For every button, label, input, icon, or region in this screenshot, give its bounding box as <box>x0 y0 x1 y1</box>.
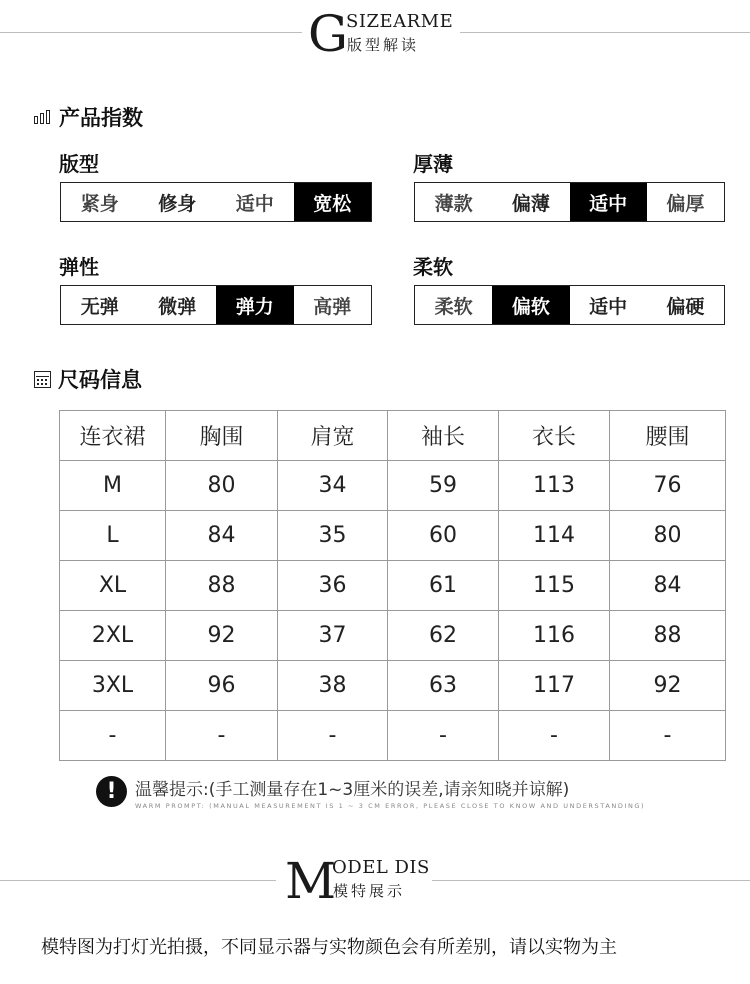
scale-elasticity-option: 微弹 <box>158 295 197 318</box>
table-cell: 38 <box>278 661 388 711</box>
exclamation-icon: ! <box>96 776 127 807</box>
top-banner-letter: G <box>308 5 348 63</box>
table-cell: - <box>166 711 278 761</box>
scale-fit-option-selected: 宽松 <box>294 183 372 221</box>
table-row <box>60 711 726 761</box>
col-header: 肩宽 <box>278 411 388 461</box>
size-info-title: 尺码信息 <box>58 368 142 392</box>
table-cell: 115 <box>499 561 610 611</box>
table-cell: 76 <box>610 461 726 511</box>
attr-label-elasticity: 弹性 <box>59 255 99 279</box>
table-row <box>60 661 726 711</box>
model-banner-subtitle: 模特展示 <box>333 882 406 900</box>
scale-softness-option: 偏硬 <box>666 295 705 318</box>
top-banner-line-right <box>460 32 750 33</box>
table-cell: - <box>499 711 610 761</box>
table-cell: - <box>388 711 499 761</box>
table-cell: 84 <box>610 561 726 611</box>
scale-softness-option: 柔软 <box>434 295 473 318</box>
warning-text: 温馨提示:(手工测量存在1~3厘米的误差,请亲知晓并谅解) <box>135 780 570 800</box>
table-cell: 35 <box>278 511 388 561</box>
model-banner-letter: M <box>285 852 337 910</box>
scale-softness-option-selected: 偏软 <box>492 286 569 324</box>
table-cell: 63 <box>388 661 499 711</box>
table-cell: 61 <box>388 561 499 611</box>
scale-fit-option: 适中 <box>235 192 274 215</box>
scale-softness <box>414 285 725 325</box>
scale-elasticity-option: 高弹 <box>313 295 352 318</box>
table-cell: 37 <box>278 611 388 661</box>
table-cell: L <box>60 511 166 561</box>
table-cell: 88 <box>610 611 726 661</box>
product-index-heading <box>34 102 143 132</box>
model-banner-line-right <box>432 880 750 881</box>
table-cell: M <box>60 461 166 511</box>
table-cell: 80 <box>610 511 726 561</box>
table-cell: XL <box>60 561 166 611</box>
scale-thickness-option: 薄款 <box>434 192 473 215</box>
size-table <box>59 410 726 761</box>
table-cell: - <box>610 711 726 761</box>
table-row <box>60 611 726 661</box>
size-info-heading <box>34 364 142 394</box>
table-cell: 59 <box>388 461 499 511</box>
col-header: 腰围 <box>610 411 726 461</box>
col-header: 衣长 <box>499 411 610 461</box>
model-banner-title: ODEL DIS <box>332 857 430 878</box>
table-cell: 80 <box>166 461 278 511</box>
scale-elasticity-option-selected: 弹力 <box>216 286 294 324</box>
top-banner-line-left <box>0 32 302 33</box>
table-row <box>60 561 726 611</box>
table-cell: 116 <box>499 611 610 661</box>
warning-text-en: WARM PROMPT: (MANUAL MEASUREMENT IS 1 ~ 3 CM ERROR, PLEASE CLOSE TO KNOW AND UNDERSTANDING) <box>135 802 646 810</box>
scale-thickness <box>414 182 725 222</box>
col-header: 连衣裙 <box>60 411 166 461</box>
top-banner-subtitle: 版型解读 <box>347 36 420 54</box>
scale-elasticity <box>60 285 372 325</box>
scale-elasticity-option: 无弹 <box>80 295 119 318</box>
attr-label-thickness: 厚薄 <box>413 152 453 176</box>
scale-fit-option: 紧身 <box>80 192 119 215</box>
scale-softness-option: 适中 <box>589 295 628 318</box>
scale-fit <box>60 182 372 222</box>
table-cell: 92 <box>166 611 278 661</box>
table-cell: 36 <box>278 561 388 611</box>
table-cell: 96 <box>166 661 278 711</box>
table-cell: 84 <box>166 511 278 561</box>
scale-thickness-option: 偏厚 <box>666 192 705 215</box>
scale-fit-option: 修身 <box>158 192 197 215</box>
attr-label-softness: 柔软 <box>413 255 453 279</box>
size-table-header <box>60 411 726 461</box>
scale-thickness-option: 偏薄 <box>511 192 550 215</box>
table-cell: - <box>60 711 166 761</box>
table-row <box>60 461 726 511</box>
table-cell: 117 <box>499 661 610 711</box>
col-header: 袖长 <box>388 411 499 461</box>
calendar-grid-icon <box>34 371 51 388</box>
table-cell: 92 <box>610 661 726 711</box>
table-row <box>60 511 726 561</box>
product-index-title: 产品指数 <box>59 106 143 130</box>
table-cell: 60 <box>388 511 499 561</box>
table-cell: 88 <box>166 561 278 611</box>
footer-note: 模特图为打灯光拍摄，不同显示器与实物颜色会有所差别，请以实物为主 <box>41 937 617 958</box>
scale-thickness-option-selected: 适中 <box>570 183 647 221</box>
bar-chart-icon <box>34 110 52 124</box>
table-cell: 3XL <box>60 661 166 711</box>
col-header: 胸围 <box>166 411 278 461</box>
model-banner-line-left <box>0 880 276 881</box>
table-cell: 2XL <box>60 611 166 661</box>
table-cell: - <box>278 711 388 761</box>
table-cell: 113 <box>499 461 610 511</box>
table-cell: 62 <box>388 611 499 661</box>
table-cell: 34 <box>278 461 388 511</box>
attr-label-fit: 版型 <box>59 152 99 176</box>
table-cell: 114 <box>499 511 610 561</box>
top-banner-title: SIZEARME <box>346 11 454 32</box>
